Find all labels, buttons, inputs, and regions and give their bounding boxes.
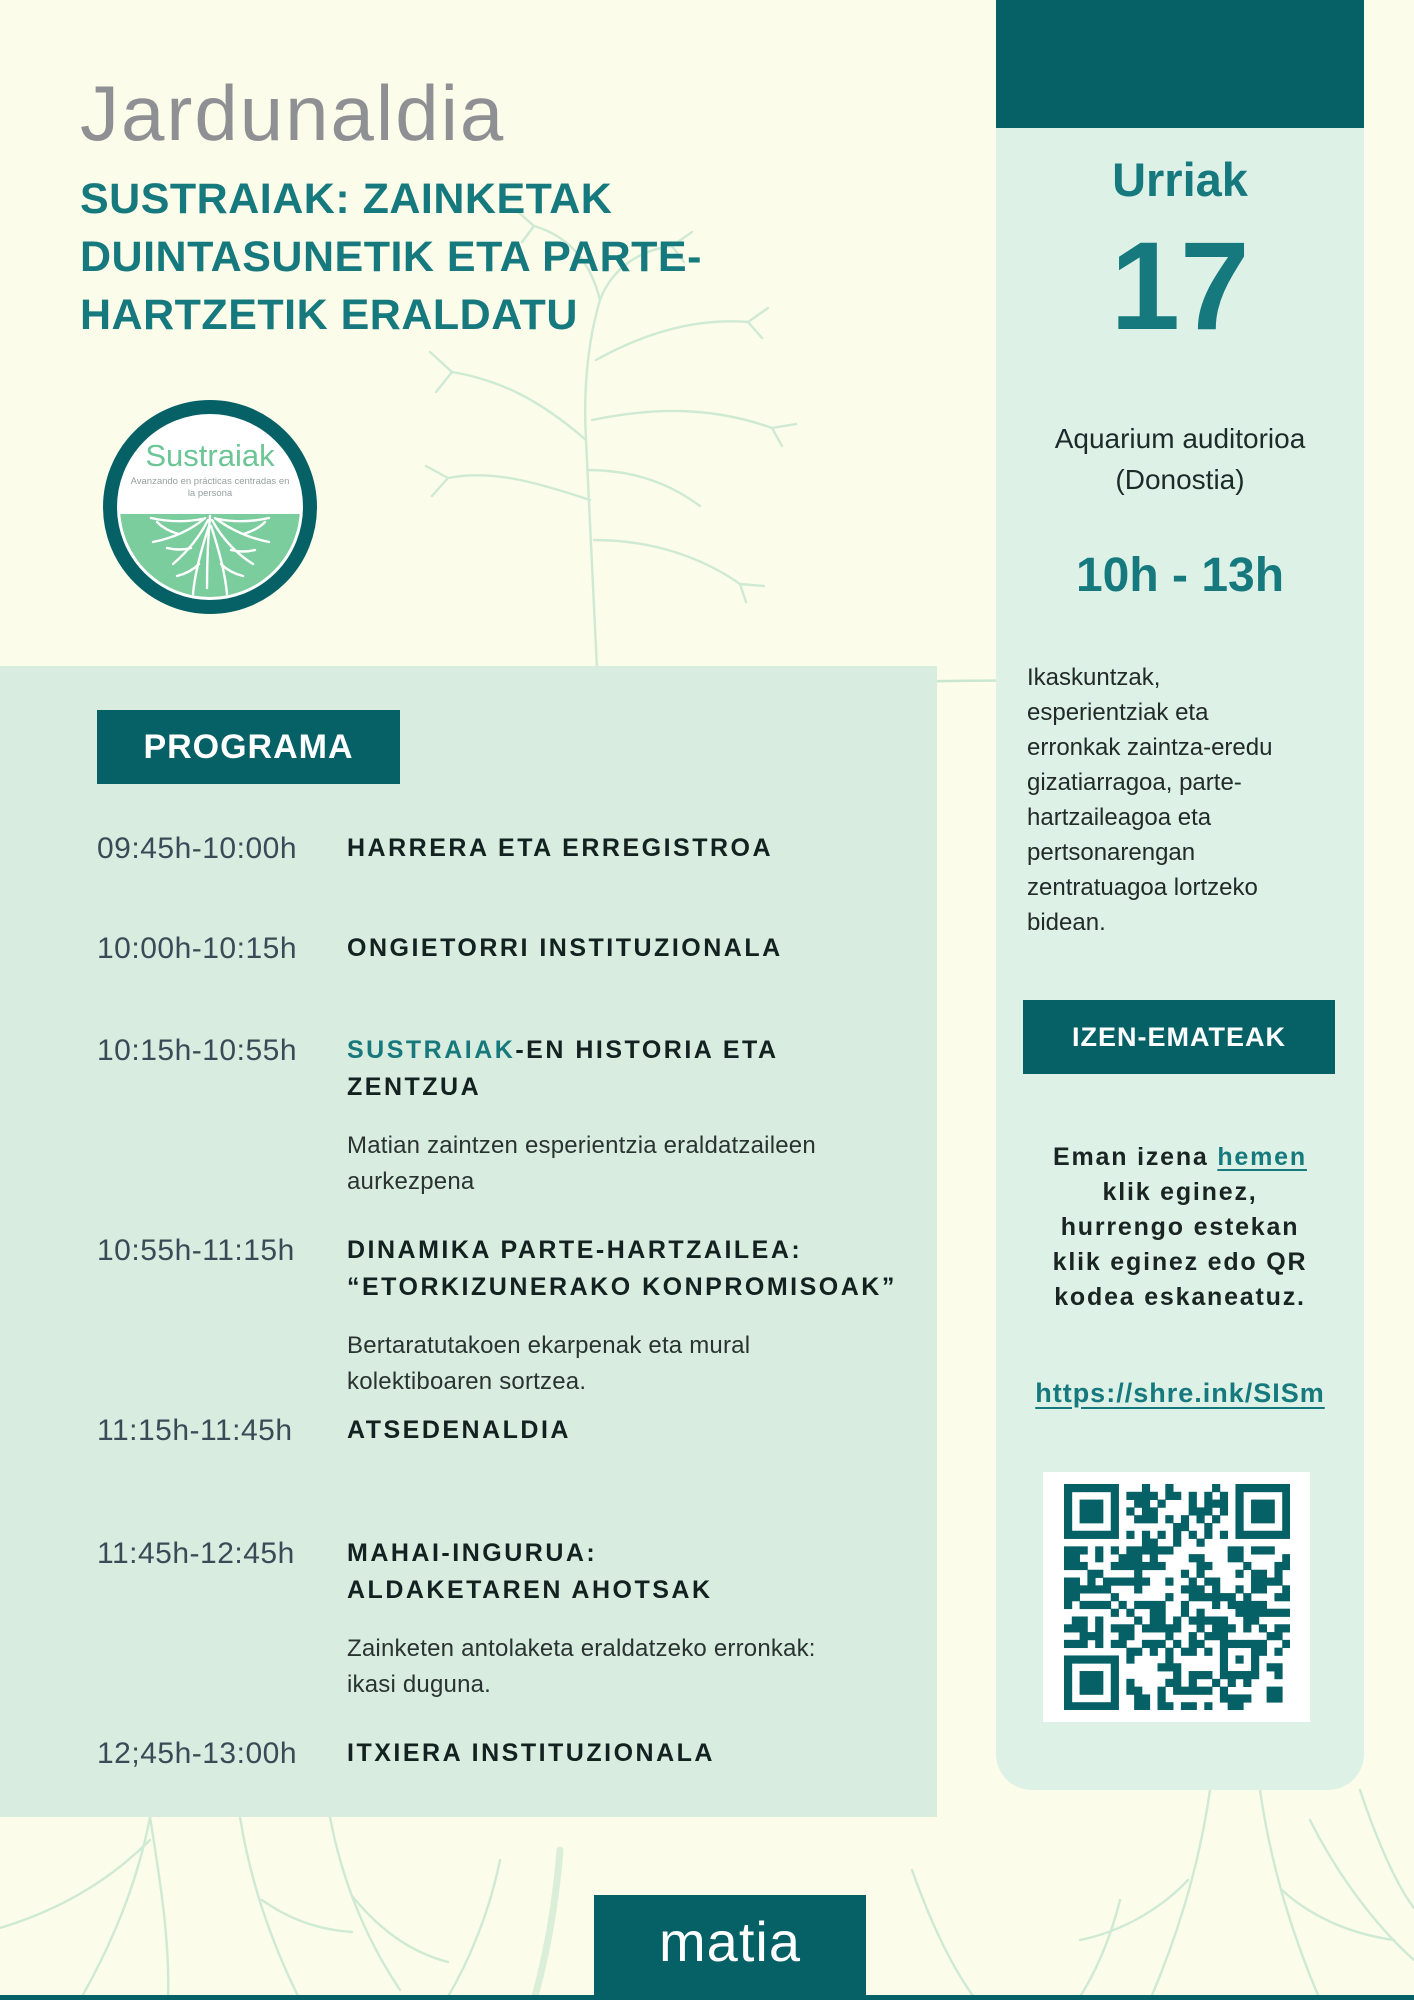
logo-name: Sustraiak — [145, 438, 275, 473]
program-item — [0, 1032, 927, 1200]
program-item-time: 11:15h-11:45h — [97, 1414, 293, 1447]
program-item — [0, 830, 927, 867]
program-item-title: ATSEDENALDIA — [347, 1416, 571, 1444]
signup-instructions: Eman izena hemen klik eginez, hurrengo estekan klik eginez edo QR kodea eskaneatuz. — [1052, 1143, 1308, 1311]
program-item-title: HARRERA ETA ERREGISTROA — [347, 834, 774, 862]
qr-code-graphic — [1064, 1484, 1290, 1710]
program-item — [0, 1232, 927, 1400]
sustraiak-logo — [95, 392, 325, 622]
event-day: 17 — [1110, 217, 1250, 356]
matia-logo — [594, 1895, 866, 2000]
program-item-description: Matian zaintzen esperientzia eraldatzaileen aurkezpena — [347, 1132, 816, 1195]
event-title-line: DUINTASUNETIK ETA PARTE- — [80, 233, 702, 281]
program-item-time: 10:00h-10:15h — [97, 932, 298, 965]
program-item — [0, 1535, 927, 1703]
program-section — [0, 666, 937, 1817]
logo-tagline-line: Avanzando en prácticas centradas en — [130, 476, 290, 487]
signup-url-link[interactable]: https://shre.ink/SISm — [1035, 1378, 1325, 1408]
event-title-line: HARTZETIK ERALDATU — [80, 291, 578, 339]
program-item-title-highlight: SUSTRAIAK — [347, 1036, 516, 1064]
qr-code — [1043, 1472, 1310, 1722]
event-title — [80, 170, 702, 344]
event-info-sidebar — [996, 0, 1364, 1790]
program-heading: PROGRAMA — [97, 710, 400, 784]
program-item-time: 12;45h-13:00h — [97, 1737, 298, 1770]
event-month: Urriak — [1112, 153, 1248, 206]
sustraiak-logo-graphic — [95, 392, 325, 622]
signup-button[interactable]: IZEN-EMATEAK — [1023, 1000, 1335, 1074]
sidebar-header-bar — [996, 0, 1364, 128]
program-item — [0, 1735, 927, 1772]
hemen-link[interactable]: hemen — [1217, 1143, 1307, 1171]
matia-logo-text: matia — [659, 1910, 801, 1973]
program-item-title: MAHAI-INGURUA: ALDAKETAREN AHOTSAK — [347, 1539, 713, 1604]
program-item-time: 09:45h-10:00h — [97, 832, 298, 865]
program-item-title: ITXIERA INSTITUZIONALA — [347, 1739, 715, 1767]
program-item-title: ONGIETORRI INSTITUZIONALA — [347, 934, 783, 962]
event-venue: Aquarium auditorioa (Donostia) — [1054, 423, 1306, 495]
program-item — [0, 930, 927, 967]
program-item-title: DINAMIKA PARTE-HARTZAILEA: “ETORKIZUNERAKO KONPROMISOAK” — [347, 1236, 897, 1301]
event-intro-text: Ikaskuntzak, esperientziak eta erronkak zaintza-eredu gizatiarragoa, parte- hartzaileagoa eta pertsonarengan zentratuagoa lortzeko bidean. — [1027, 664, 1273, 936]
logo-tagline-line: la persona — [187, 488, 233, 499]
logo-tagline — [95, 476, 325, 500]
program-item-description: Bertaratutakoen ekarpenak eta mural kolektiboaren sortzea. — [347, 1332, 751, 1395]
program-item-time: 11:45h-12:45h — [97, 1537, 295, 1570]
program-item-time: 10:55h-11:15h — [97, 1234, 295, 1267]
program-item-time: 10:15h-10:55h — [97, 1034, 298, 1067]
page-title: Jardunaldia — [80, 69, 506, 157]
program-item-description: Zainketen antolaketa eraldatzeko erronkak: ikasi duguna. — [347, 1635, 816, 1698]
bottom-accent-bar — [0, 1995, 1414, 2000]
program-item-title: SUSTRAIAK-EN HISTORIA ETA ZENTZUA — [347, 1036, 779, 1101]
event-hours: 10h - 13h — [1075, 549, 1285, 602]
program-item — [0, 1412, 927, 1449]
event-title-line: SUSTRAIAK: ZAINKETAK — [80, 175, 613, 223]
